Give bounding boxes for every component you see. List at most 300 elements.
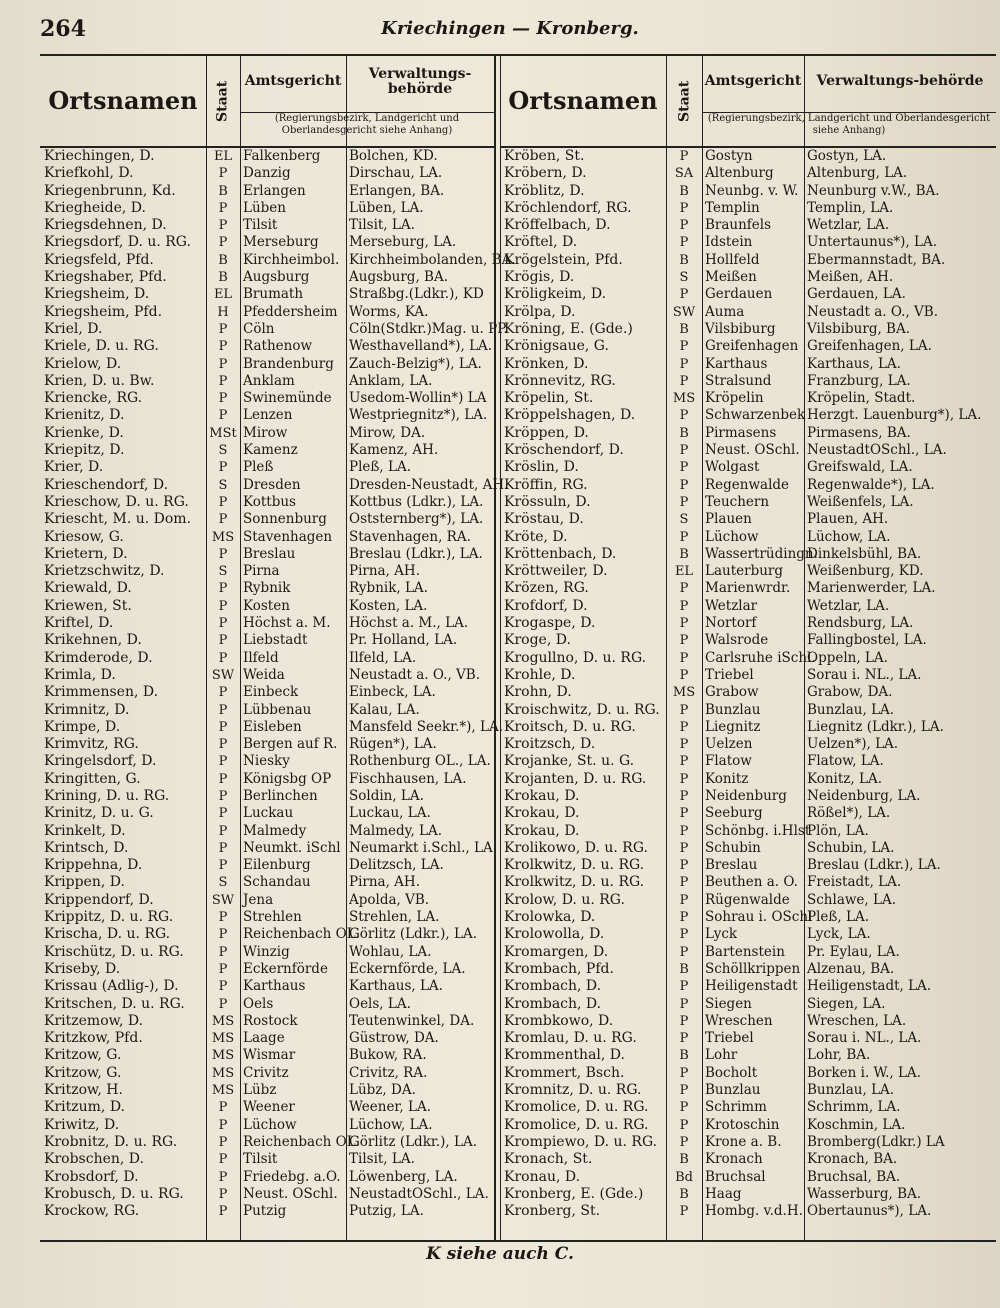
cell-behoerde: Rößel*), LA. — [807, 805, 891, 822]
cell-behoerde: Wasserburg, BA. — [807, 1185, 922, 1202]
cell-ortsname: Krippendorf, D. — [44, 891, 154, 908]
cell-ortsname: Kröligkeim, D. — [504, 286, 607, 303]
cell-amtsgericht: Schwarzenbek — [705, 407, 806, 424]
cell-staat: P — [679, 218, 689, 234]
table-row — [40, 373, 494, 390]
cell-ortsname: Krolow, D. u. RG. — [504, 891, 625, 908]
table-row — [40, 286, 494, 303]
table-row — [40, 944, 494, 961]
cell-ortsname: Krimnitz, D. — [44, 701, 130, 718]
cell-ortsname: Kröttweiler, D. — [504, 563, 608, 580]
table-row — [40, 217, 494, 234]
cell-behoerde: Greifenhagen, LA. — [807, 338, 932, 355]
cell-ortsname: Krinkelt, D. — [44, 822, 126, 839]
cell-staat: P — [218, 373, 228, 389]
cell-staat: P — [218, 1169, 228, 1185]
cell-ortsname: Krintsch, D. — [44, 839, 129, 856]
cell-staat: P — [679, 944, 689, 960]
cell-staat: P — [679, 875, 689, 891]
table-row — [500, 1169, 996, 1186]
cell-amtsgericht: Breslau — [243, 545, 296, 562]
header-note: (Regierungsbezirk, Landgericht und Oberlandesgericht siehe Anhang) — [702, 112, 996, 145]
cell-behoerde: Strehlen, LA. — [349, 909, 440, 926]
table-row — [500, 580, 996, 597]
cell-amtsgericht: Rathenow — [243, 338, 313, 355]
cell-staat: P — [218, 702, 228, 718]
cell-ortsname: Krönken, D. — [504, 355, 589, 372]
cell-behoerde: Kirchheimbolanden, BA. — [349, 251, 516, 268]
cell-amtsgericht: Einbeck — [243, 684, 299, 701]
cell-amtsgericht: Krone a. B. — [705, 1133, 782, 1150]
cell-behoerde: Schrimm, LA. — [807, 1099, 901, 1116]
table-row — [40, 476, 509, 494]
cell-behoerde: Plauen, AH. — [807, 511, 889, 528]
cell-ortsname: Krölpa, D. — [504, 303, 576, 320]
cell-ortsname: Kriegenbrunn, Kd. — [44, 182, 176, 199]
cell-behoerde: Franzburg, LA. — [807, 372, 911, 389]
cell-amtsgericht: Kirchheimbol. — [243, 251, 340, 268]
cell-behoerde: Erlangen, BA. — [349, 182, 445, 199]
cell-staat: P — [679, 200, 689, 216]
left-half — [40, 56, 516, 1240]
cell-staat: P — [679, 1134, 689, 1150]
cell-staat: P — [218, 616, 228, 632]
cell-ortsname: Kriegsfeld, Pfd. — [44, 251, 154, 268]
table-row — [40, 667, 494, 684]
table-row — [500, 183, 996, 200]
cell-staat: P — [218, 996, 228, 1012]
cell-behoerde: Neunburg v.W., BA. — [807, 182, 940, 199]
cell-amtsgericht: Bunzlau — [705, 1082, 761, 1099]
cell-staat: P — [218, 1152, 228, 1168]
cell-amtsgericht: Rügenwalde — [705, 891, 790, 908]
cell-staat: P — [679, 771, 689, 787]
cell-staat: P — [679, 633, 689, 649]
table-row — [500, 477, 996, 494]
cell-ortsname: Krokau, D. — [504, 787, 580, 804]
cell-amtsgericht: Lüchow — [243, 1116, 297, 1133]
cell-amtsgericht: Greifenhagen — [705, 338, 799, 355]
right-rows — [500, 148, 996, 1220]
table-row — [500, 667, 996, 684]
table-row — [40, 753, 494, 770]
cell-amtsgericht: Konitz — [705, 770, 749, 787]
table-row — [500, 1151, 996, 1168]
cell-staat: P — [218, 685, 228, 701]
cell-behoerde: Weißenburg, KD. — [807, 563, 924, 580]
table-row — [40, 805, 494, 822]
cell-behoerde: Teutenwinkel, DA. — [349, 1012, 475, 1029]
cell-ortsname: Krobsdorf, D. — [44, 1168, 139, 1185]
table-row — [40, 148, 494, 165]
cell-staat: P — [218, 1134, 228, 1150]
cell-staat: P — [218, 321, 228, 337]
cell-staat: P — [218, 1117, 228, 1133]
cell-behoerde: Zauch-Belzig*), LA. — [349, 355, 482, 372]
table-row — [500, 926, 996, 943]
table-row — [40, 1047, 494, 1064]
cell-staat: P — [679, 373, 689, 389]
cell-amtsgericht: Rybnik — [243, 580, 291, 597]
cell-amtsgericht: Nortorf — [705, 615, 757, 632]
cell-amtsgericht: Cöln — [243, 320, 275, 337]
cell-behoerde: Gerdauen, LA. — [807, 286, 906, 303]
cell-ortsname: Kritzum, D. — [44, 1099, 125, 1116]
table-row — [40, 1099, 494, 1116]
cell-staat: P — [679, 494, 689, 510]
table-row — [500, 563, 996, 580]
cell-staat: B — [679, 1152, 689, 1168]
cell-ortsname: Kronach, St. — [504, 1151, 593, 1168]
cell-amtsgericht: Lüchow — [705, 528, 759, 545]
cell-staat: P — [218, 1186, 228, 1202]
cell-behoerde: Sorau i. NL., LA. — [807, 1030, 922, 1047]
cell-amtsgericht: Weener — [243, 1099, 295, 1116]
cell-staat: SW — [211, 667, 235, 683]
cell-ortsname: Krienke, D. — [44, 424, 124, 441]
cell-behoerde: Pleß, LA. — [349, 459, 411, 476]
cell-ortsname: Krombkowo, D. — [504, 1012, 614, 1029]
table-row — [40, 320, 508, 338]
cell-ortsname: Krolkwitz, D. u. RG. — [504, 874, 645, 891]
table-row — [40, 840, 494, 857]
cell-staat: P — [218, 512, 228, 528]
cell-amtsgericht: Pirna — [243, 563, 280, 580]
cell-ortsname: Kriwitz, D. — [44, 1116, 120, 1133]
table-row — [500, 598, 996, 615]
cell-ortsname: Kromnitz, D. u. RG. — [504, 1082, 642, 1099]
cell-staat: P — [218, 650, 228, 666]
cell-ortsname: Kröslin, D. — [504, 459, 579, 476]
table-row — [40, 580, 494, 597]
table-row — [500, 702, 996, 719]
cell-amtsgericht: Lyck — [705, 926, 738, 943]
table-row — [500, 753, 996, 770]
cell-behoerde: Fischhausen, LA. — [349, 770, 467, 787]
cell-staat: P — [218, 788, 228, 804]
cell-staat: S — [218, 564, 228, 580]
table-row — [500, 615, 996, 632]
table-row — [500, 857, 996, 874]
cell-behoerde: Flatow, LA. — [807, 753, 884, 770]
cell-staat: P — [679, 529, 689, 545]
table-row — [500, 286, 996, 303]
running-title: Kriechingen — Kronberg. — [381, 18, 639, 39]
cell-behoerde: Pirmasens, BA. — [807, 424, 911, 441]
table-row — [500, 511, 996, 528]
header-staat: Staat — [676, 80, 693, 122]
table-row — [500, 650, 996, 667]
table-row — [500, 1082, 996, 1099]
cell-amtsgericht: Niesky — [243, 753, 290, 770]
cell-amtsgericht: Brandenburg — [243, 355, 334, 372]
cell-behoerde: Apolda, VB. — [349, 891, 430, 908]
cell-behoerde: Ebermannstadt, BA. — [807, 251, 946, 268]
cell-ortsname: Krögis, D. — [504, 269, 575, 286]
cell-behoerde: Westpriegnitz*), LA. — [349, 407, 488, 424]
cell-staat: MS — [211, 1031, 235, 1047]
cell-behoerde: Uelzen*), LA. — [807, 736, 899, 753]
cell-behoerde: Oels, LA. — [349, 995, 411, 1012]
table-row — [40, 1169, 494, 1186]
table-row — [500, 1013, 996, 1030]
cell-ortsname: Krippitz, D. u. RG. — [44, 909, 174, 926]
cell-staat: P — [218, 356, 228, 372]
cell-amtsgericht: Kronach — [705, 1151, 763, 1168]
cell-ortsname: Kronberg, St. — [504, 1203, 601, 1220]
cell-amtsgericht: Beuthen a. O. — [705, 874, 798, 891]
cell-staat: P — [679, 1117, 689, 1133]
cell-staat: P — [679, 149, 689, 164]
table-row — [40, 615, 494, 632]
table-row — [40, 718, 504, 736]
table-row — [500, 390, 996, 407]
cell-behoerde: Untertaunus*), LA. — [807, 234, 938, 251]
table-row — [500, 1047, 996, 1064]
cell-behoerde: Görlitz (Ldkr.), LA. — [349, 1133, 477, 1150]
cell-ortsname: Krietzschwitz, D. — [44, 563, 165, 580]
cell-amtsgericht: Schubin — [705, 839, 761, 856]
table-row — [500, 1186, 996, 1203]
cell-amtsgericht: Teuchern — [705, 493, 770, 510]
cell-staat: P — [218, 633, 228, 649]
cell-amtsgericht: Wismar — [243, 1047, 296, 1064]
cell-amtsgericht: Neunbg. v. W. — [705, 182, 799, 199]
cell-amtsgericht: Neust. OSchl. — [705, 442, 800, 459]
table-row — [40, 736, 494, 753]
table-row — [40, 459, 494, 476]
cell-behoerde: Oststernberg*), LA. — [349, 511, 484, 528]
cell-staat: P — [218, 235, 228, 251]
cell-staat: P — [679, 702, 689, 718]
cell-staat: B — [218, 270, 228, 286]
cell-staat: P — [679, 754, 689, 770]
table-row — [40, 494, 494, 511]
cell-behoerde: Obertaunus*), LA. — [807, 1203, 932, 1220]
cell-amtsgericht: Stavenhagen — [243, 528, 333, 545]
cell-staat: MS — [672, 685, 696, 701]
cell-ortsname: Krier, D. — [44, 459, 104, 476]
cell-ortsname: Kriegheide, D. — [44, 199, 146, 216]
cell-staat: P — [218, 910, 228, 926]
cell-behoerde: Worms, KA. — [349, 303, 429, 320]
cell-amtsgericht: Pfeddersheim — [243, 303, 338, 320]
table-row — [40, 200, 494, 217]
cell-behoerde: Lüchow, LA. — [349, 1116, 433, 1133]
cell-ortsname: Krolkwitz, D. u. RG. — [504, 857, 645, 874]
cell-amtsgericht: Rostock — [243, 1012, 298, 1029]
table-row — [40, 684, 494, 701]
table-row — [500, 892, 996, 909]
cell-ortsname: Krieschendorf, D. — [44, 476, 169, 493]
cell-staat: P — [679, 927, 689, 943]
table-row — [40, 529, 494, 546]
cell-behoerde: Soldin, LA. — [349, 787, 424, 804]
cell-staat: S — [218, 477, 228, 493]
cell-behoerde: Wetzlar, LA. — [807, 597, 890, 614]
cell-ortsname: Krielow, D. — [44, 355, 122, 372]
cell-staat: P — [679, 581, 689, 597]
cell-ortsname: Kröftel, D. — [504, 234, 578, 251]
cell-ortsname: Krössuln, D. — [504, 493, 591, 510]
cell-ortsname: Krobschen, D. — [44, 1151, 144, 1168]
table-row — [500, 494, 996, 511]
cell-behoerde: Pirna, AH. — [349, 563, 420, 580]
cell-staat: B — [679, 1186, 689, 1202]
cell-ortsname: Krischütz, D. u. RG. — [44, 943, 184, 960]
cell-amtsgericht: Reichenbach OL. — [243, 926, 360, 943]
cell-ortsname: Krimderode, D. — [44, 649, 153, 666]
cell-behoerde: Crivitz, RA. — [349, 1064, 428, 1081]
cell-behoerde: Weißenfels, LA. — [807, 493, 914, 510]
table-row — [40, 961, 494, 978]
cell-amtsgericht: Anklam — [243, 372, 295, 389]
cell-staat: SW — [672, 304, 696, 320]
cell-amtsgericht: Lenzen — [243, 407, 293, 424]
cell-amtsgericht: Schönbg. i.Hlst — [705, 822, 811, 839]
cell-amtsgericht: Krotoschin — [705, 1116, 780, 1133]
cell-staat: P — [679, 1013, 689, 1029]
cell-staat: P — [679, 996, 689, 1012]
cell-ortsname: Kriencke, RG. — [44, 390, 143, 407]
cell-ortsname: Kronberg, E. (Gde.) — [504, 1185, 644, 1202]
table-row — [40, 251, 516, 269]
cell-behoerde: Pr. Eylau, LA. — [807, 943, 900, 960]
table-row — [40, 874, 494, 891]
table-row — [40, 425, 494, 442]
cell-staat: SA — [674, 166, 694, 182]
table-row — [500, 234, 996, 251]
cell-amtsgericht: Wassertrüdingn. — [705, 545, 818, 562]
cell-staat: B — [679, 1048, 689, 1064]
cell-behoerde: Lohr, BA. — [807, 1047, 871, 1064]
cell-amtsgericht: Stralsund — [705, 372, 772, 389]
table-row — [500, 805, 996, 822]
cell-staat: P — [679, 719, 689, 735]
cell-behoerde: Kosten, LA. — [349, 597, 428, 614]
cell-behoerde: Tilsit, LA. — [349, 217, 415, 234]
page-number: 264 — [40, 16, 86, 42]
cell-ortsname: Krolikowo, D. u. RG. — [504, 839, 648, 856]
cell-amtsgericht: Lübz — [243, 1082, 277, 1099]
cell-ortsname: Kroge, D. — [504, 632, 571, 649]
cell-ortsname: Krojanten, D. u. RG. — [504, 770, 647, 787]
cell-ortsname: Kriegsdehnen, D. — [44, 217, 167, 234]
cell-ortsname: Kritzow, G. — [44, 1047, 122, 1064]
cell-behoerde: Bromberg(Ldkr.) LA — [807, 1133, 945, 1150]
cell-behoerde: Görlitz (Ldkr.), LA. — [349, 926, 477, 943]
cell-behoerde: Herzgt. Lauenburg*), LA. — [807, 407, 982, 424]
cell-staat: P — [679, 892, 689, 908]
cell-ortsname: Kröttenbach, D. — [504, 545, 617, 562]
table-row — [40, 338, 494, 355]
cell-ortsname: Kröchlendorf, RG. — [504, 199, 632, 216]
cell-ortsname: Krining, D. u. RG. — [44, 787, 170, 804]
cell-behoerde: Pr. Holland, LA. — [349, 632, 458, 649]
cell-amtsgericht: Swinemünde — [243, 390, 332, 407]
cell-ortsname: Krippehna, D. — [44, 857, 143, 874]
cell-behoerde: Luckau, LA. — [349, 805, 431, 822]
page-header — [40, 12, 980, 48]
cell-amtsgericht: Neidenburg — [705, 787, 787, 804]
cell-behoerde: Regenwalde*), LA. — [807, 476, 935, 493]
cell-ortsname: Krischa, D. u. RG. — [44, 926, 171, 943]
cell-ortsname: Kriegshaber, Pfd. — [44, 269, 167, 286]
cell-amtsgericht: Reichenbach OL. — [243, 1133, 360, 1150]
table-row — [500, 1030, 996, 1047]
cell-staat: P — [679, 443, 689, 459]
cell-amtsgericht: Meißen — [705, 269, 757, 286]
cell-amtsgericht: Karthaus — [243, 978, 306, 995]
table-row — [500, 442, 996, 459]
cell-staat: S — [679, 270, 689, 286]
cell-amtsgericht: Sonnenburg — [243, 511, 327, 528]
table-row — [500, 269, 996, 286]
cell-ortsname: Krommenthal, D. — [504, 1047, 625, 1064]
header-verwaltungsbehoerde: Verwaltungs-behörde — [368, 65, 472, 97]
cell-ortsname: Krimvitz, RG. — [44, 736, 139, 753]
right-half — [500, 56, 996, 1240]
cell-staat: P — [679, 235, 689, 251]
cell-amtsgericht: Malmedy — [243, 822, 307, 839]
cell-amtsgericht: Bartenstein — [705, 943, 785, 960]
cell-staat: P — [218, 494, 228, 510]
table-row — [40, 1203, 494, 1220]
cell-ortsname: Krieschow, D. u. RG. — [44, 493, 189, 510]
cell-behoerde: Gostyn, LA. — [807, 148, 887, 164]
cell-amtsgericht: Eisleben — [243, 718, 302, 735]
table-header-left — [40, 56, 494, 148]
cell-amtsgericht: Wetzlar — [705, 597, 758, 614]
cell-staat: P — [218, 823, 228, 839]
cell-staat: P — [218, 840, 228, 856]
cell-ortsname: Kroitzsch, D. — [504, 736, 596, 753]
cell-amtsgericht: Brumath — [243, 286, 304, 303]
table-row — [500, 356, 996, 373]
cell-behoerde: Kamenz, AH. — [349, 442, 439, 459]
cell-staat: B — [218, 252, 228, 268]
table-row — [500, 407, 996, 424]
cell-ortsname: Kromolice, D. u. RG. — [504, 1116, 649, 1133]
cell-behoerde: Breslau (Ldkr.), LA. — [807, 857, 941, 874]
cell-staat: P — [218, 166, 228, 182]
table-row — [500, 1117, 996, 1134]
cell-amtsgericht: Neust. OSchl. — [243, 1185, 338, 1202]
table-row — [500, 909, 996, 926]
cell-ortsname: Kriegsheim, Pfd. — [44, 303, 163, 320]
cell-staat: P — [218, 737, 228, 753]
cell-behoerde: Merseburg, LA. — [349, 234, 457, 251]
cell-staat: SW — [211, 892, 235, 908]
cell-ortsname: Krimla, D. — [44, 666, 116, 683]
cell-amtsgericht: Bruchsal — [705, 1168, 766, 1185]
cell-amtsgericht: Höchst a. M. — [243, 615, 331, 632]
cell-staat: P — [218, 771, 228, 787]
cell-ortsname: Krohn, D. — [504, 684, 572, 701]
cell-behoerde: Kronach, BA. — [807, 1151, 898, 1168]
cell-staat: P — [679, 1031, 689, 1047]
cell-ortsname: Kröschendorf, D. — [504, 442, 624, 459]
cell-amtsgericht: Auma — [705, 303, 745, 320]
cell-staat: B — [679, 321, 689, 337]
gazetteer-table — [40, 54, 996, 1242]
header-ortsnamen: Ortsnamen — [48, 85, 198, 115]
cell-amtsgericht: Lohr — [705, 1047, 738, 1064]
cell-ortsname: Krobnitz, D. u. RG. — [44, 1133, 178, 1150]
cell-ortsname: Krogaspe, D. — [504, 615, 596, 632]
cell-behoerde: Rothenburg OL., LA. — [349, 753, 491, 770]
cell-staat: P — [679, 460, 689, 476]
